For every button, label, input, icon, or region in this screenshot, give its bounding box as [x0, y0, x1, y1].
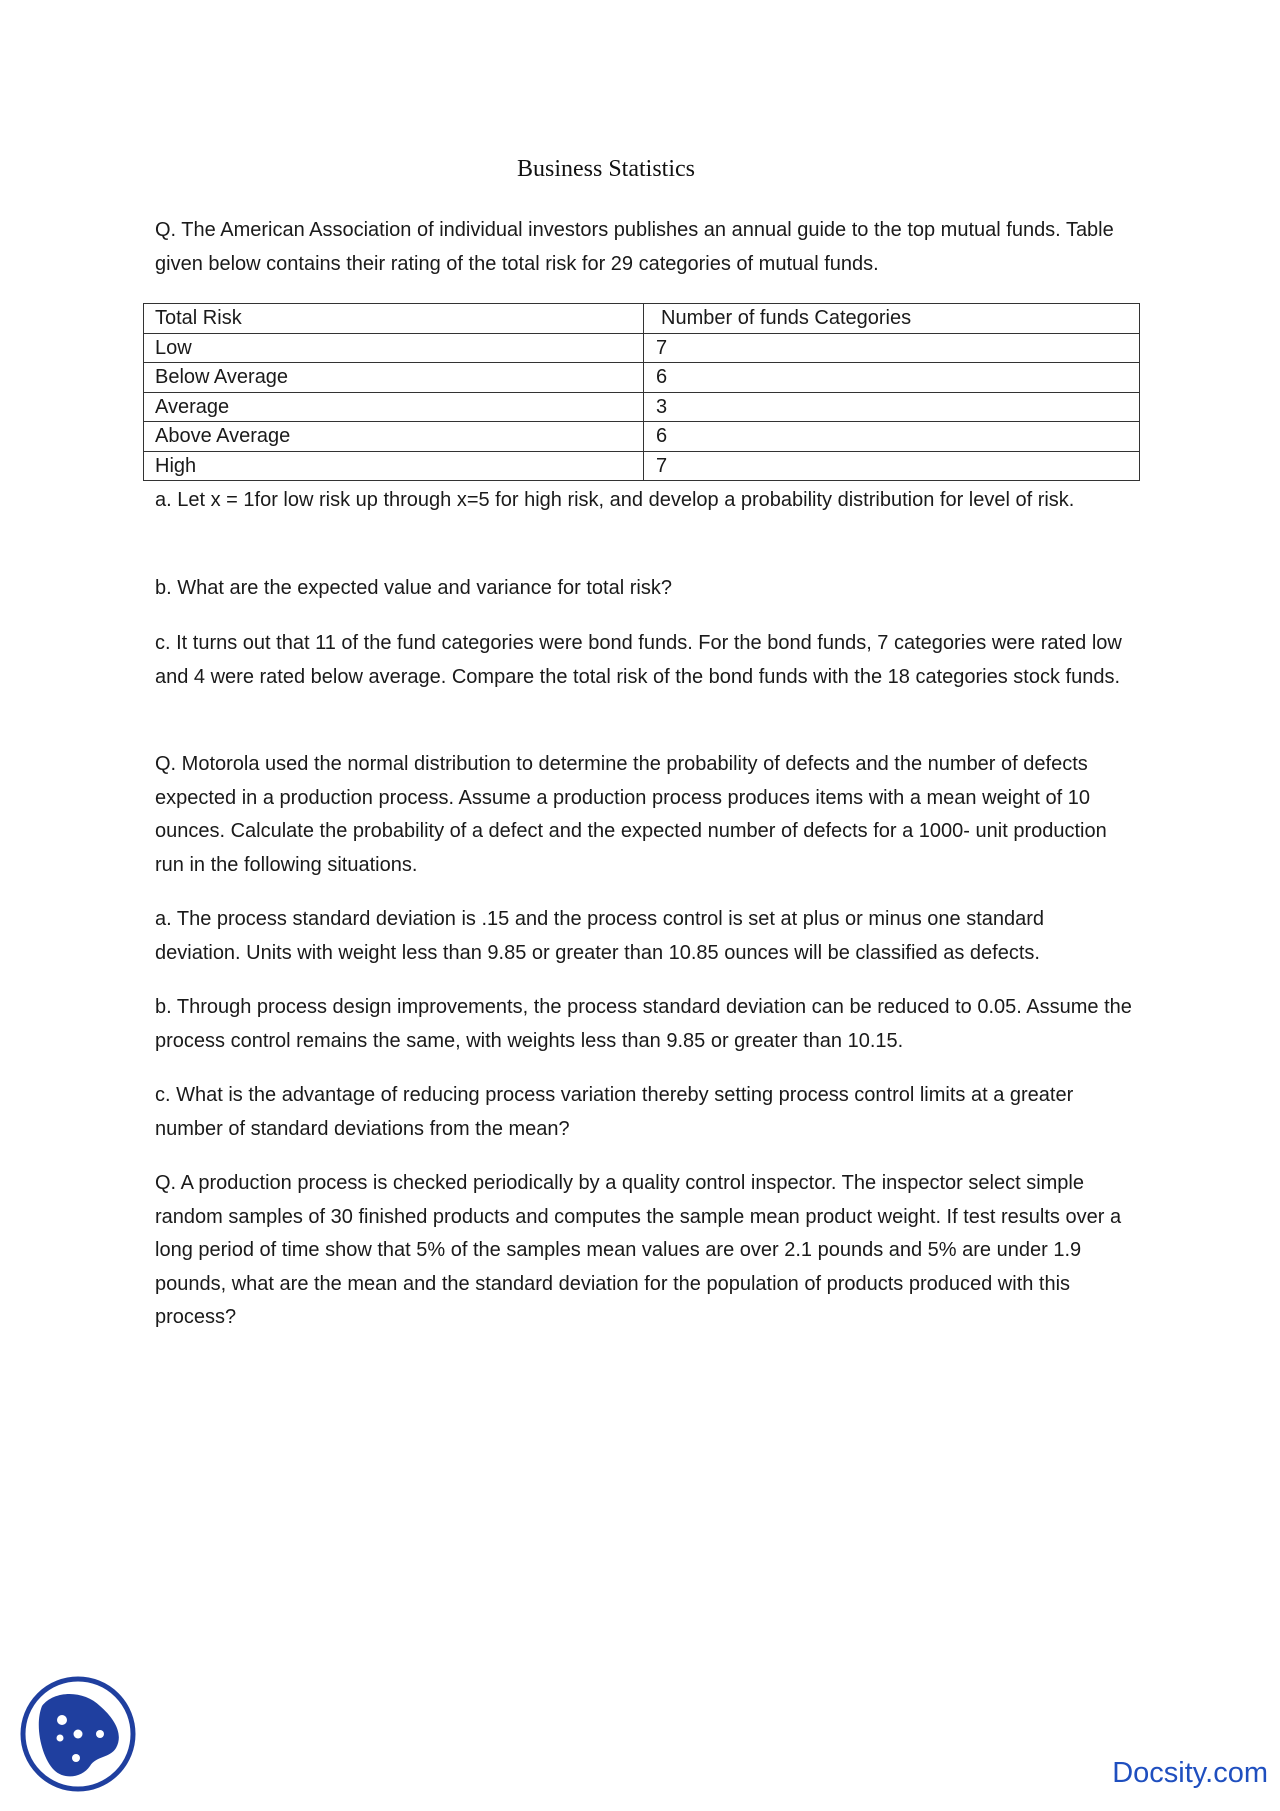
table-cell: Low	[144, 333, 644, 363]
q1-part-c: c. It turns out that 11 of the fund categories were bond funds. For the bond funds, 7 categories were rated low and 4 were rated below average. Compare the total risk of the bond funds with the 18 categories stock funds.	[155, 632, 1122, 688]
docsity-brand-link[interactable]: Docsity.com	[1112, 1757, 1268, 1789]
table-header-row	[144, 304, 1140, 334]
table-row	[144, 451, 1140, 481]
q3-intro: Q. A production process is checked periodically by a quality control inspector. The inspector select simple random samples of 30 finished products and computes the sample mean product weight. If test results over a long period of time show that 5% of the samples mean values are over 2.1 pounds and 5% are under 1.9 pounds, what are the mean and the standard deviation for the population of products produced with this process?	[155, 1172, 1122, 1328]
table-cell: 7	[644, 451, 1140, 481]
q2-part-a: a. The process standard deviation is .15 and the process control is set at plus or minus one standard deviation. Units with weight less than 9.85 or greater than 10.85 ounces will be classified as defects.	[155, 908, 1045, 964]
table-cell: Below Average	[144, 363, 644, 393]
table-cell: 7	[644, 333, 1140, 363]
q2-part-c: c. What is the advantage of reducing process variation thereby setting process control limits at a greater number of standard deviations from the mean?	[155, 1084, 1074, 1140]
table-cell: 6	[644, 422, 1140, 452]
table-cell: Average	[144, 392, 644, 422]
q1-part-b: b. What are the expected value and variance for total risk?	[155, 577, 672, 599]
q1-intro: Q. The American Association of individual investors publishes an annual guide to the top mutual funds. Table given below contains their rating of the total risk for 29 categories of mutual funds.	[155, 219, 1114, 275]
table-cell: 3	[644, 392, 1140, 422]
table-row	[144, 392, 1140, 422]
table-row	[144, 333, 1140, 363]
table-cell: High	[144, 451, 644, 481]
table-header-cell: Total Risk	[144, 304, 644, 334]
table-header-cell: Number of funds Categories	[644, 304, 1140, 334]
table-cell: 6	[644, 363, 1140, 393]
docsity-logo-icon	[20, 1676, 136, 1792]
q2-part-b: b. Through process design improvements, the process standard deviation can be reduced to 0.05. Assume the process control remains the same, with weights less than 9.85 or greater than 10.15.	[155, 996, 1132, 1052]
risk-table	[143, 303, 1140, 481]
q2-intro: Q. Motorola used the normal distribution to determine the probability of defects and the number of defects expected in a production process. Assume a production process produces items with a mean weight of 10 ounces. Calculate the probability of a defect and the expected number of defects for a 1000- unit production run in the following situations.	[155, 753, 1107, 876]
table-row	[144, 422, 1140, 452]
table-cell: Above Average	[144, 422, 644, 452]
page-title: Business Statistics	[516, 156, 696, 182]
table-row	[144, 363, 1140, 393]
q1-part-a: a. Let x = 1for low risk up through x=5 for high risk, and develop a probability distribution for level of risk.	[155, 489, 1075, 511]
